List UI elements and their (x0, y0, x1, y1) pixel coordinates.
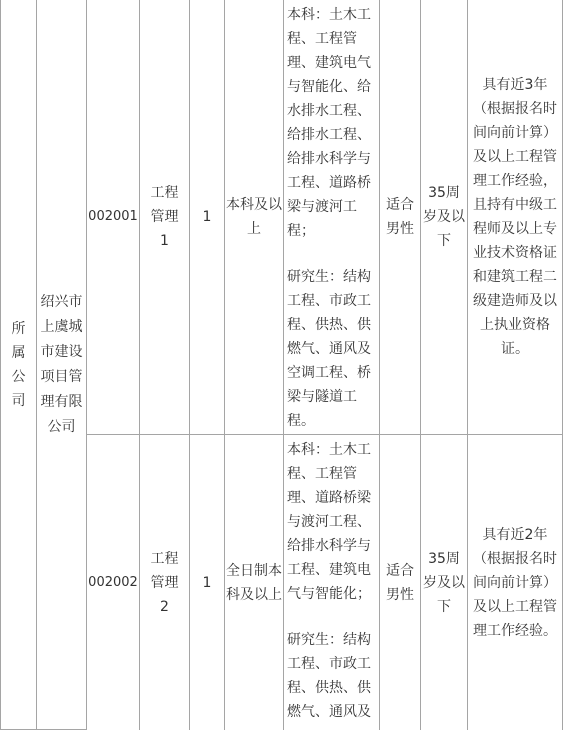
row1-count-cell (190, 0, 225, 435)
row2-age: 35周岁及以下 (423, 550, 465, 615)
org-type-cell (0, 0, 37, 730)
row1-gender: 适合男性 (386, 197, 414, 237)
row2-other-cell (468, 435, 563, 730)
org-type-text: 所属公司 (11, 320, 26, 409)
row1-code-cell (87, 0, 140, 435)
row1-age-cell (421, 0, 468, 435)
row1-major-grad: 研究生：结构工程、市政工程、供热、供燃气、通风及空调工程、桥梁与隧道工程。 (287, 269, 371, 429)
row2-education: 全日制本科及以上 (226, 562, 282, 603)
row2-age-cell (421, 435, 468, 730)
row2-major-grad: 研究生：结构工程、市政工程、供热、供燃气、通风及 (287, 632, 371, 720)
row1-code: 002001 (88, 209, 138, 224)
row1-count: 1 (202, 209, 212, 225)
row1-position-cell (140, 0, 190, 435)
row1-age: 35周岁及以下 (423, 185, 465, 249)
row1-position: 工程管理1 (150, 185, 179, 249)
row1-major-undergrad: 本科：土木工程、工程管理、建筑电气与智能化、给水排水工程、给排水工程、给排水科学与工程、道路桥梁与渡河工程； (287, 7, 371, 239)
org-name-cell (37, 0, 87, 730)
row2-position: 工程管理2 (150, 550, 179, 615)
row1-other-cell (468, 0, 563, 435)
row2-count: 1 (202, 574, 212, 591)
row2-other: 具有近2年（根据报名时间向前计算）及以上工程管理工作经验。 (473, 526, 557, 639)
row1-education-cell (225, 0, 284, 435)
row2-code-cell (87, 435, 140, 730)
row1-other: 具有近3年（根据报名时间向前计算）及以上工程管理工作经验，且持有中级工程师及以上专业技术资格证和建筑工程二级建造师及以上执业资格证。 (473, 77, 557, 357)
row2-position-cell (140, 435, 190, 730)
row2-major-undergrad: 本科：土木工程、工程管理、道路桥梁与渡河工程、给排水科学与工程、建筑电气与智能化； (287, 442, 371, 602)
row2-education-cell (225, 435, 284, 730)
row2-code: 002002 (88, 574, 138, 590)
row2-count-cell (190, 435, 225, 730)
row1-major-cell (284, 0, 380, 435)
row2-major-cell (284, 435, 380, 730)
org-name-text: 绍兴市上虞城市建设项目管理有限公司 (40, 293, 83, 435)
row2-gender-cell (380, 435, 421, 730)
row1-education: 本科及以上 (226, 197, 282, 237)
row2-gender: 适合男性 (386, 562, 414, 603)
row1-gender-cell (380, 0, 421, 435)
